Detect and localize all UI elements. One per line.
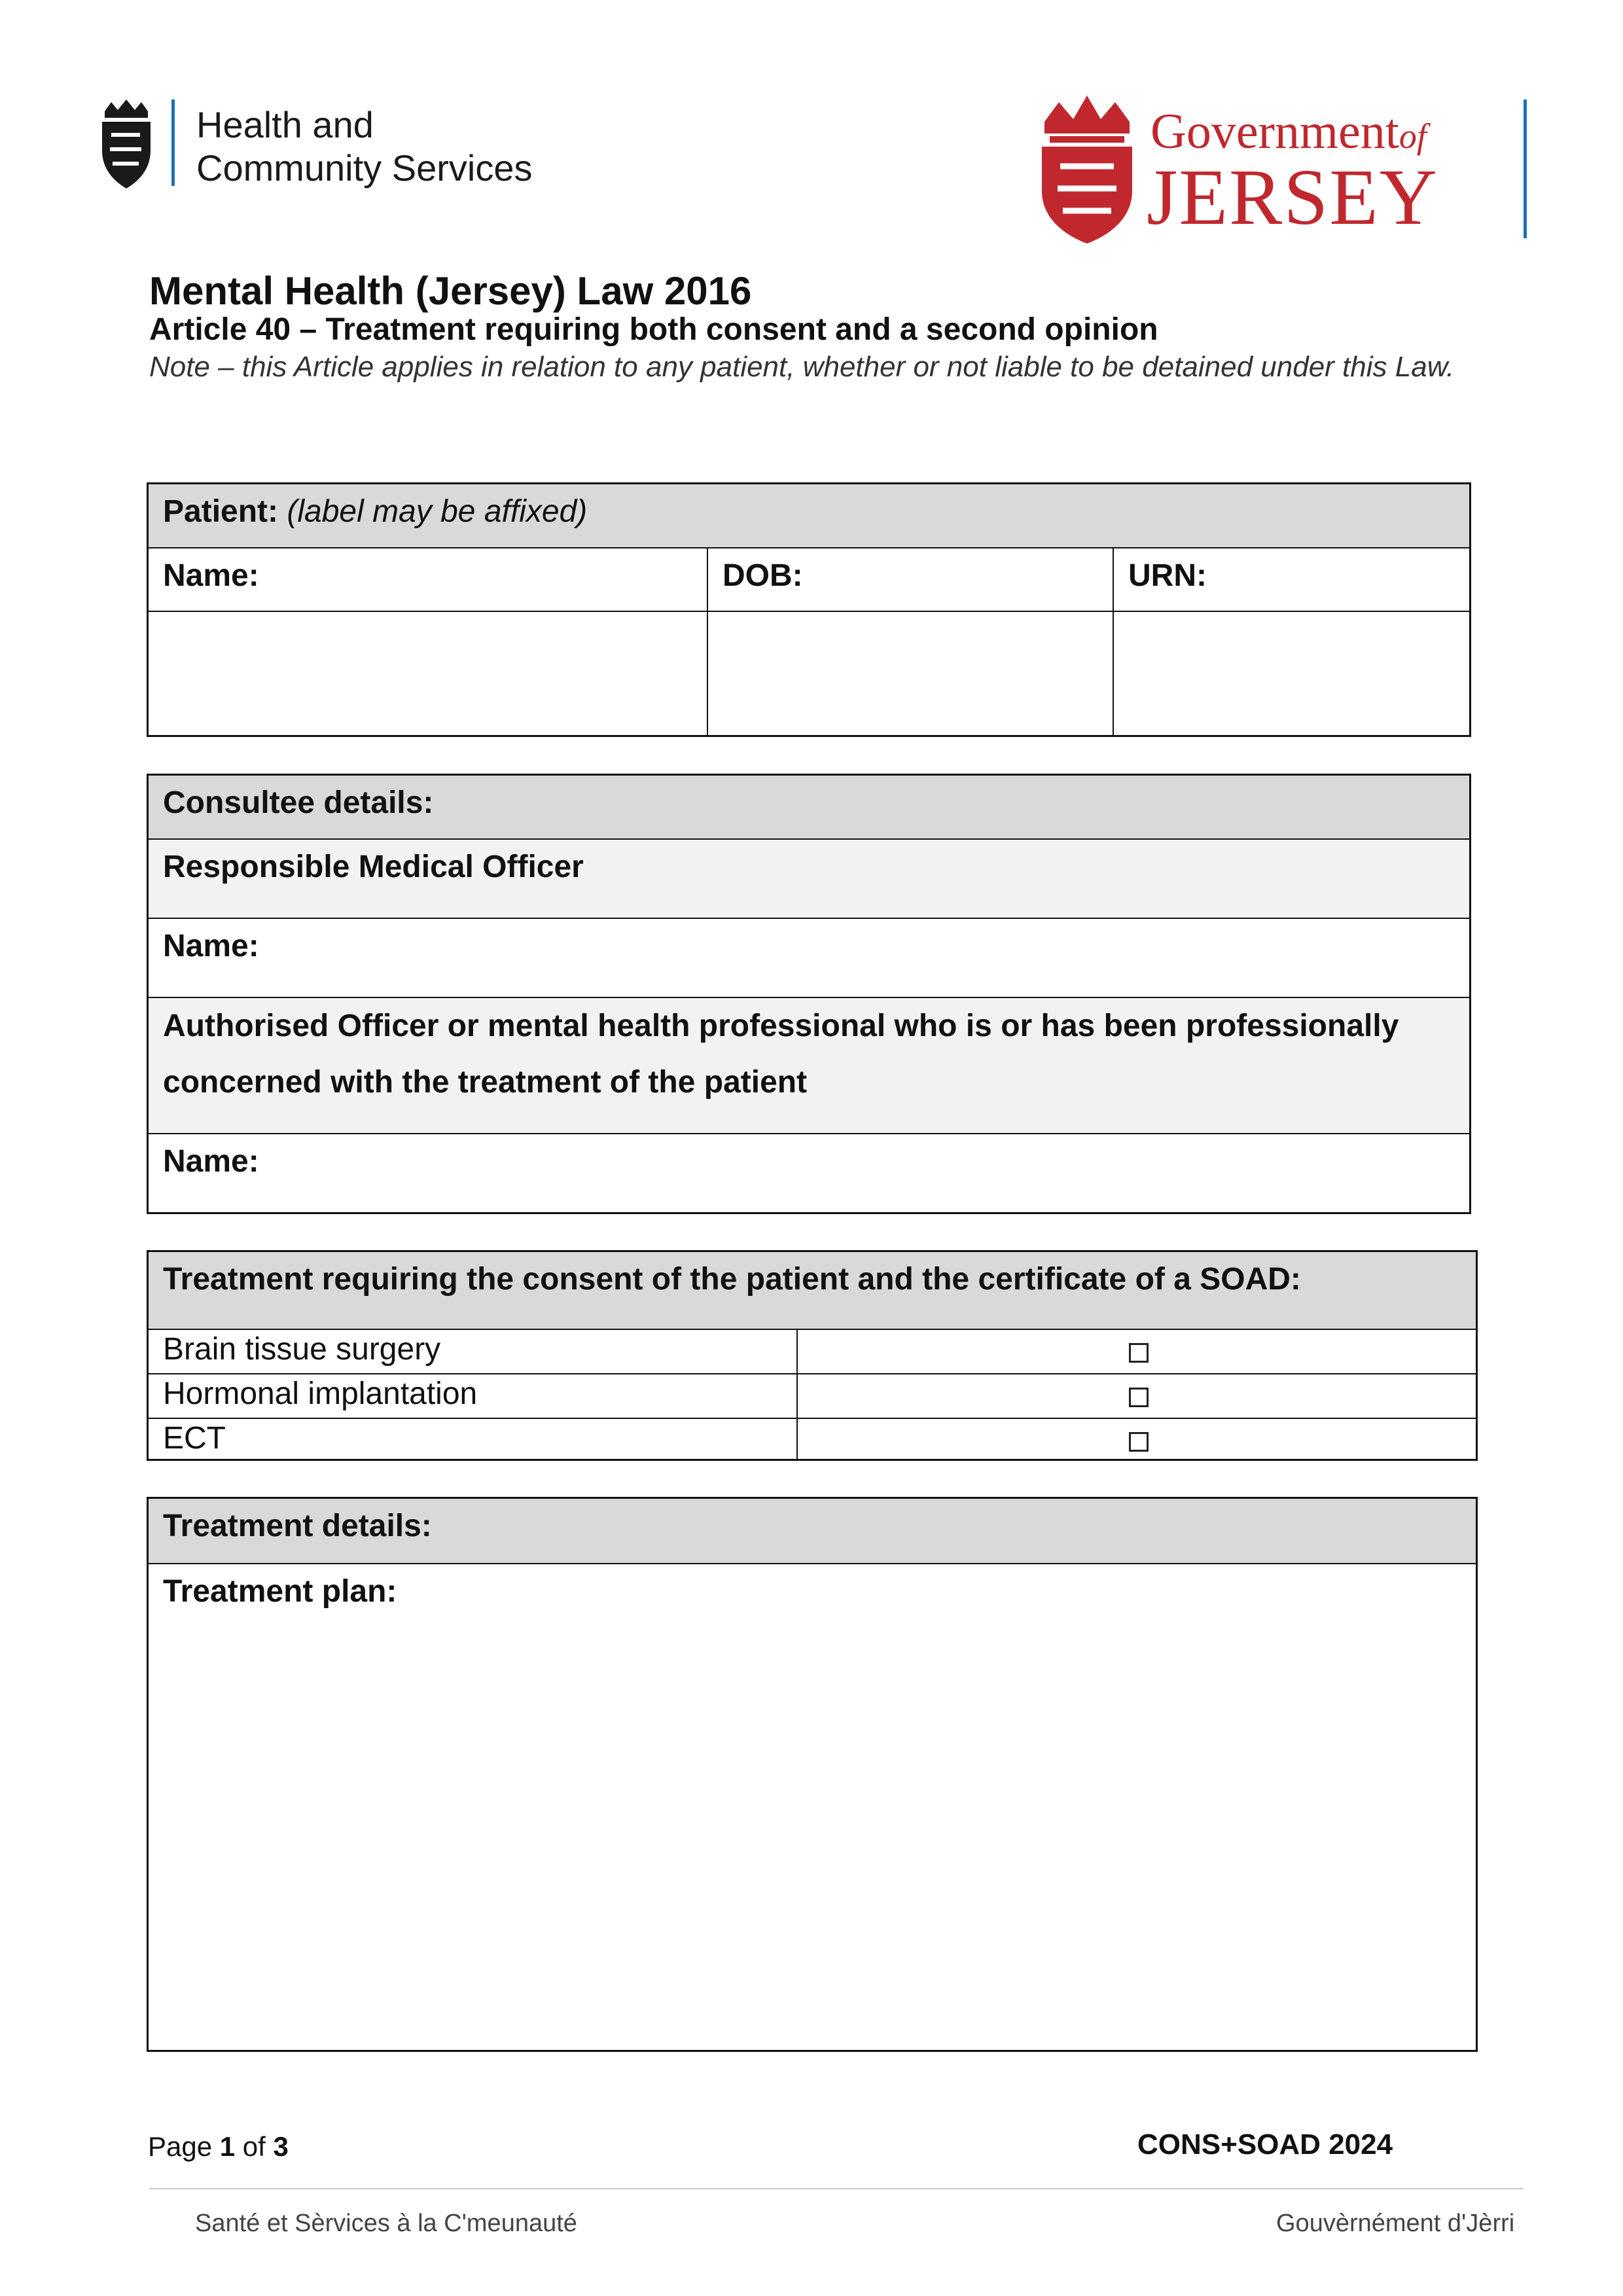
patient-header (163, 493, 587, 529)
treatment-header-row (149, 1499, 1476, 1563)
patient-values-row (149, 611, 1469, 735)
patient-header-row (149, 484, 1469, 547)
document-subtitle: Article 40 – Treatment requiring both consent and a second opinion (149, 312, 1158, 347)
consultee-header: Consultee details: (163, 785, 434, 820)
soad-item-row (149, 1329, 1476, 1373)
patient-name-field[interactable] (149, 612, 706, 735)
patient-dob-label: DOB: (722, 558, 803, 593)
soad-item-row (149, 1373, 1476, 1418)
hcs-divider (171, 99, 175, 186)
hcs-crest-icon (98, 98, 154, 190)
treatment-plan-label: Treatment plan: (163, 1574, 397, 1609)
document-note: Note – this Article applies in relation to any patient, whether or not liable to be detained under this Law. (149, 351, 1455, 383)
patient-section (147, 482, 1471, 737)
treatment-section (147, 1497, 1478, 2052)
soad-header-row (149, 1252, 1476, 1329)
patient-name-label: Name: (163, 558, 259, 593)
patient-divider-1 (707, 547, 708, 735)
rmo-heading: Responsible Medical Officer (163, 850, 584, 884)
soad-item-label: Hormonal implantation (163, 1376, 478, 1411)
form-code: CONS+SOAD 2024 (1137, 2128, 1393, 2161)
ao-heading (163, 998, 1399, 1111)
gov-of: of (1399, 117, 1427, 156)
soad-column-divider (796, 1329, 798, 1459)
document-title: Mental Health (Jersey) Law 2016 (149, 269, 752, 313)
soad-section (147, 1250, 1478, 1461)
consultee-header-row (149, 776, 1469, 838)
hcs-wordmark (196, 103, 532, 190)
rmo-name-row[interactable] (149, 918, 1469, 997)
soad-item-label: Brain tissue surgery (163, 1332, 441, 1367)
patient-dob-field[interactable] (707, 612, 1112, 735)
footer-left-text: Santé et Sèrvices à la C'meunauté (195, 2210, 577, 2237)
page-total: 3 (273, 2131, 289, 2162)
page-number (148, 2131, 289, 2162)
soad-item-label: ECT (163, 1421, 226, 1456)
rmo-name-label: Name: (163, 929, 259, 963)
brain-tissue-surgery-checkbox[interactable] (1129, 1343, 1149, 1363)
patient-urn-label: URN: (1128, 558, 1207, 593)
footer-right-text: Gouvèrnément d'Jèrri (1276, 2210, 1515, 2237)
ao-heading-line2: concerned with the treatment of the patient (163, 1065, 808, 1100)
government-of-jersey-crest-icon (1035, 93, 1139, 245)
soad-header: Treatment requiring the consent of the patient and the certificate of a SOAD: (163, 1262, 1301, 1297)
ao-heading-row (149, 997, 1469, 1133)
ect-checkbox[interactable] (1129, 1432, 1149, 1452)
patient-header-note: (label may be affixed) (287, 494, 588, 529)
gov-wordmark-jersey: JERSEY (1147, 153, 1438, 242)
ao-name-row[interactable] (149, 1133, 1469, 1212)
page-of: of (242, 2131, 266, 2162)
treatment-plan-field[interactable] (149, 1563, 1476, 2050)
patient-divider-2 (1113, 547, 1114, 735)
hcs-line2: Community Services (196, 147, 533, 188)
patient-header-label: Patient: (163, 494, 279, 529)
page-word: Page (148, 2131, 213, 2162)
patient-labels-row (149, 547, 1469, 611)
ao-heading-line1: Authorised Officer or mental health professional who is or has been professionally (163, 1009, 1399, 1043)
hcs-line1: Health and (196, 104, 374, 145)
rmo-heading-row (149, 838, 1469, 918)
gov-divider (1524, 99, 1527, 238)
ao-name-label: Name: (163, 1144, 259, 1179)
soad-item-row (149, 1418, 1476, 1459)
consultee-section (147, 774, 1471, 1214)
page-current: 1 (219, 2131, 236, 2162)
gov-word: Government (1150, 104, 1399, 159)
patient-urn-field[interactable] (1113, 612, 1469, 735)
footer-divider (149, 2188, 1524, 2189)
treatment-header: Treatment details: (163, 1509, 432, 1543)
hormonal-implantation-checkbox[interactable] (1129, 1388, 1149, 1407)
